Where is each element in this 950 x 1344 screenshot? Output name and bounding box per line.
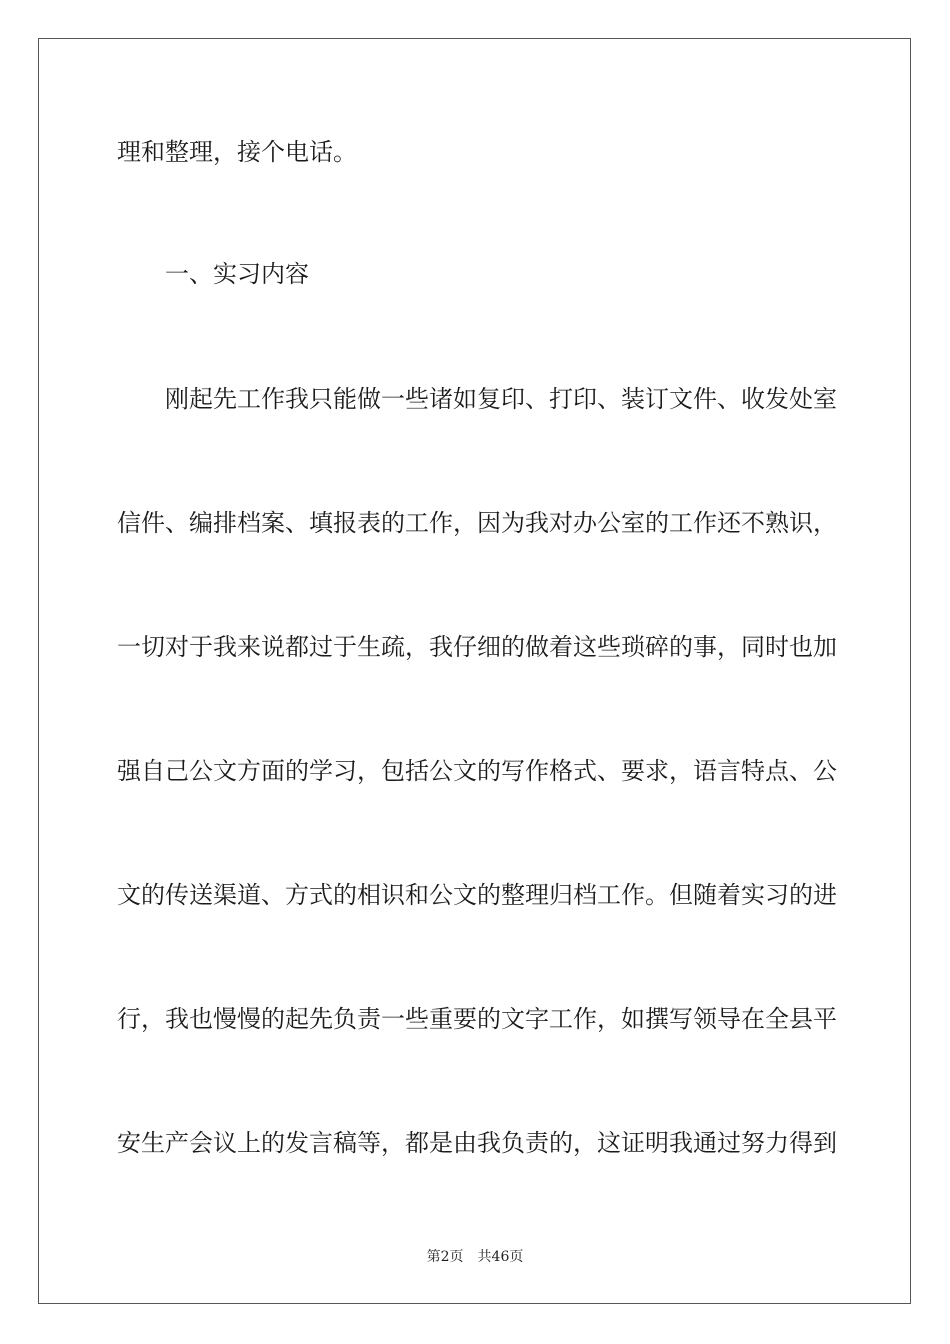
section-heading: 一、实习内容 (165, 260, 309, 288)
body-line-1: 理和整理，接个电话。 (117, 138, 357, 166)
body-line-3: 信件、编排档案、填报表的工作，因为我对办公室的工作还不熟识， (117, 509, 837, 537)
page-number: 第2页 (426, 1249, 464, 1265)
body-line-4: 一切对于我来说都过于生疏，我仔细的做着这些琐碎的事，同时也加 (117, 633, 837, 661)
body-line-8: 安生产会议上的发言稿等，都是由我负责的，这证明我通过努力得到 (117, 1129, 837, 1157)
page-footer (0, 1248, 950, 1266)
body-line-6: 文的传送渠道、方式的相识和公文的整理归档工作。但随着实习的进 (117, 881, 837, 909)
body-line-2: 刚起先工作我只能做一些诸如复印、打印、装订文件、收发处室 (165, 385, 837, 413)
page-total: 共46页 (477, 1249, 524, 1265)
page-border (38, 38, 911, 1304)
body-line-7: 行，我也慢慢的起先负责一些重要的文字工作，如撰写领导在全县平 (117, 1005, 837, 1033)
body-line-5: 强自己公文方面的学习，包括公文的写作格式、要求，语言特点、公 (117, 757, 837, 785)
